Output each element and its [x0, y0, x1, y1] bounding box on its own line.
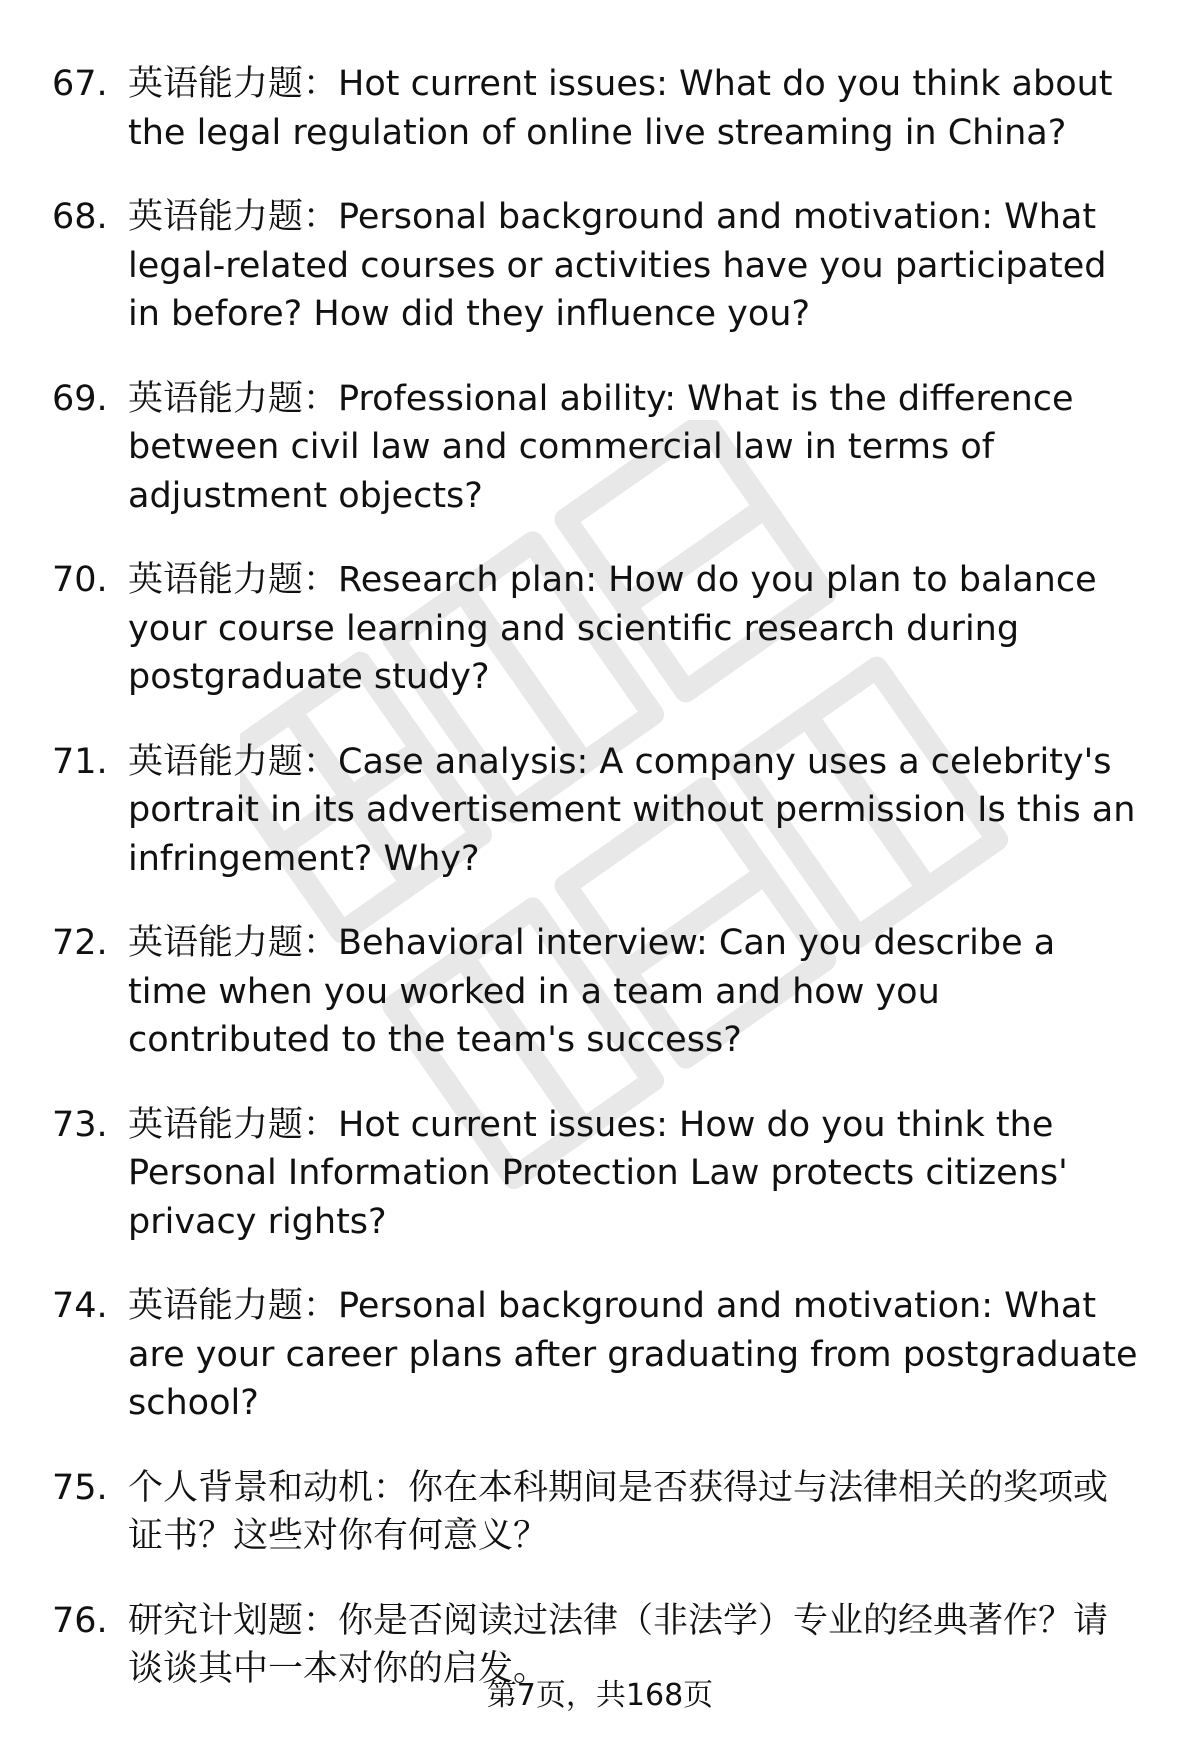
list-item — [52, 375, 1142, 521]
question-category: 英语能力题： — [128, 64, 339, 104]
question-text — [128, 375, 1142, 521]
list-item — [52, 1101, 1142, 1247]
question-category: 英语能力题： — [128, 1286, 339, 1326]
question-number: 74. — [52, 1286, 108, 1326]
question-body: Hot current issues: How do you think the Personal Information Protection Law protects citizens' privacy rights? — [128, 1104, 1068, 1242]
list-item — [52, 738, 1142, 884]
question-text — [128, 193, 1142, 339]
list-item — [52, 1464, 1142, 1561]
question-number: 75. — [52, 1467, 108, 1508]
question-number: 68. — [52, 197, 108, 237]
question-text — [128, 738, 1142, 884]
question-text — [128, 1464, 1142, 1561]
question-number: 70. — [52, 560, 108, 600]
question-category: 英语能力题： — [128, 741, 339, 782]
question-text — [128, 919, 1142, 1065]
question-list — [52, 60, 1142, 1730]
question-text — [128, 556, 1142, 702]
question-text — [128, 1101, 1142, 1247]
question-number: 72. — [52, 923, 108, 963]
question-body: Personal background and motivation: What are your career plans after graduating from postgraduate school? — [128, 1286, 1138, 1423]
list-item — [52, 1282, 1142, 1428]
question-category: 英语能力题： — [128, 378, 339, 419]
question-category: 个人背景和动机： — [128, 1467, 409, 1508]
page-footer: 第7页，共168页 — [486, 1678, 714, 1713]
question-body: Case analysis: A company uses a celebrity's portrait in its advertisement without permission Is this an infringement? Why? — [128, 741, 1136, 879]
question-category: 研究计划题： — [128, 1600, 339, 1641]
question-body: Research plan: How do you plan to balance your course learning and scientific research during postgraduate study? — [128, 560, 1097, 697]
list-item — [52, 193, 1142, 339]
question-body: 你是否阅读过法律（非法学）专业的经典著作？请谈谈其中一本对你的启发。 — [128, 1600, 1109, 1689]
question-number: 69. — [52, 378, 108, 419]
question-body: 你在本科期间是否获得过与法律相关的奖项或证书？这些对你有何意义？ — [128, 1467, 1109, 1556]
question-number: 73. — [52, 1104, 108, 1145]
list-item — [52, 60, 1142, 157]
question-category: 英语能力题： — [128, 923, 339, 963]
question-text — [128, 1282, 1142, 1428]
question-category: 英语能力题： — [128, 1104, 339, 1145]
question-body: Hot current issues: What do you think about the legal regulation of online live streaming in China? — [128, 64, 1113, 153]
question-category: 英语能力题： — [128, 197, 339, 237]
list-item — [52, 556, 1142, 702]
question-text — [128, 60, 1142, 157]
question-body: Personal background and motivation: What legal-related courses or activities have you participated in before? How did they influence you? — [128, 197, 1107, 334]
list-item — [52, 919, 1142, 1065]
question-number: 76. — [52, 1600, 108, 1641]
question-body: Behavioral interview: Can you describe a time when you worked in a team and how you contributed to the team's success? — [128, 923, 1056, 1060]
question-number: 67. — [52, 64, 108, 104]
question-body: Professional ability: What is the difference between civil law and commercial law in terms of adjustment objects? — [128, 378, 1074, 516]
question-number: 71. — [52, 741, 108, 782]
question-category: 英语能力题： — [128, 560, 339, 600]
